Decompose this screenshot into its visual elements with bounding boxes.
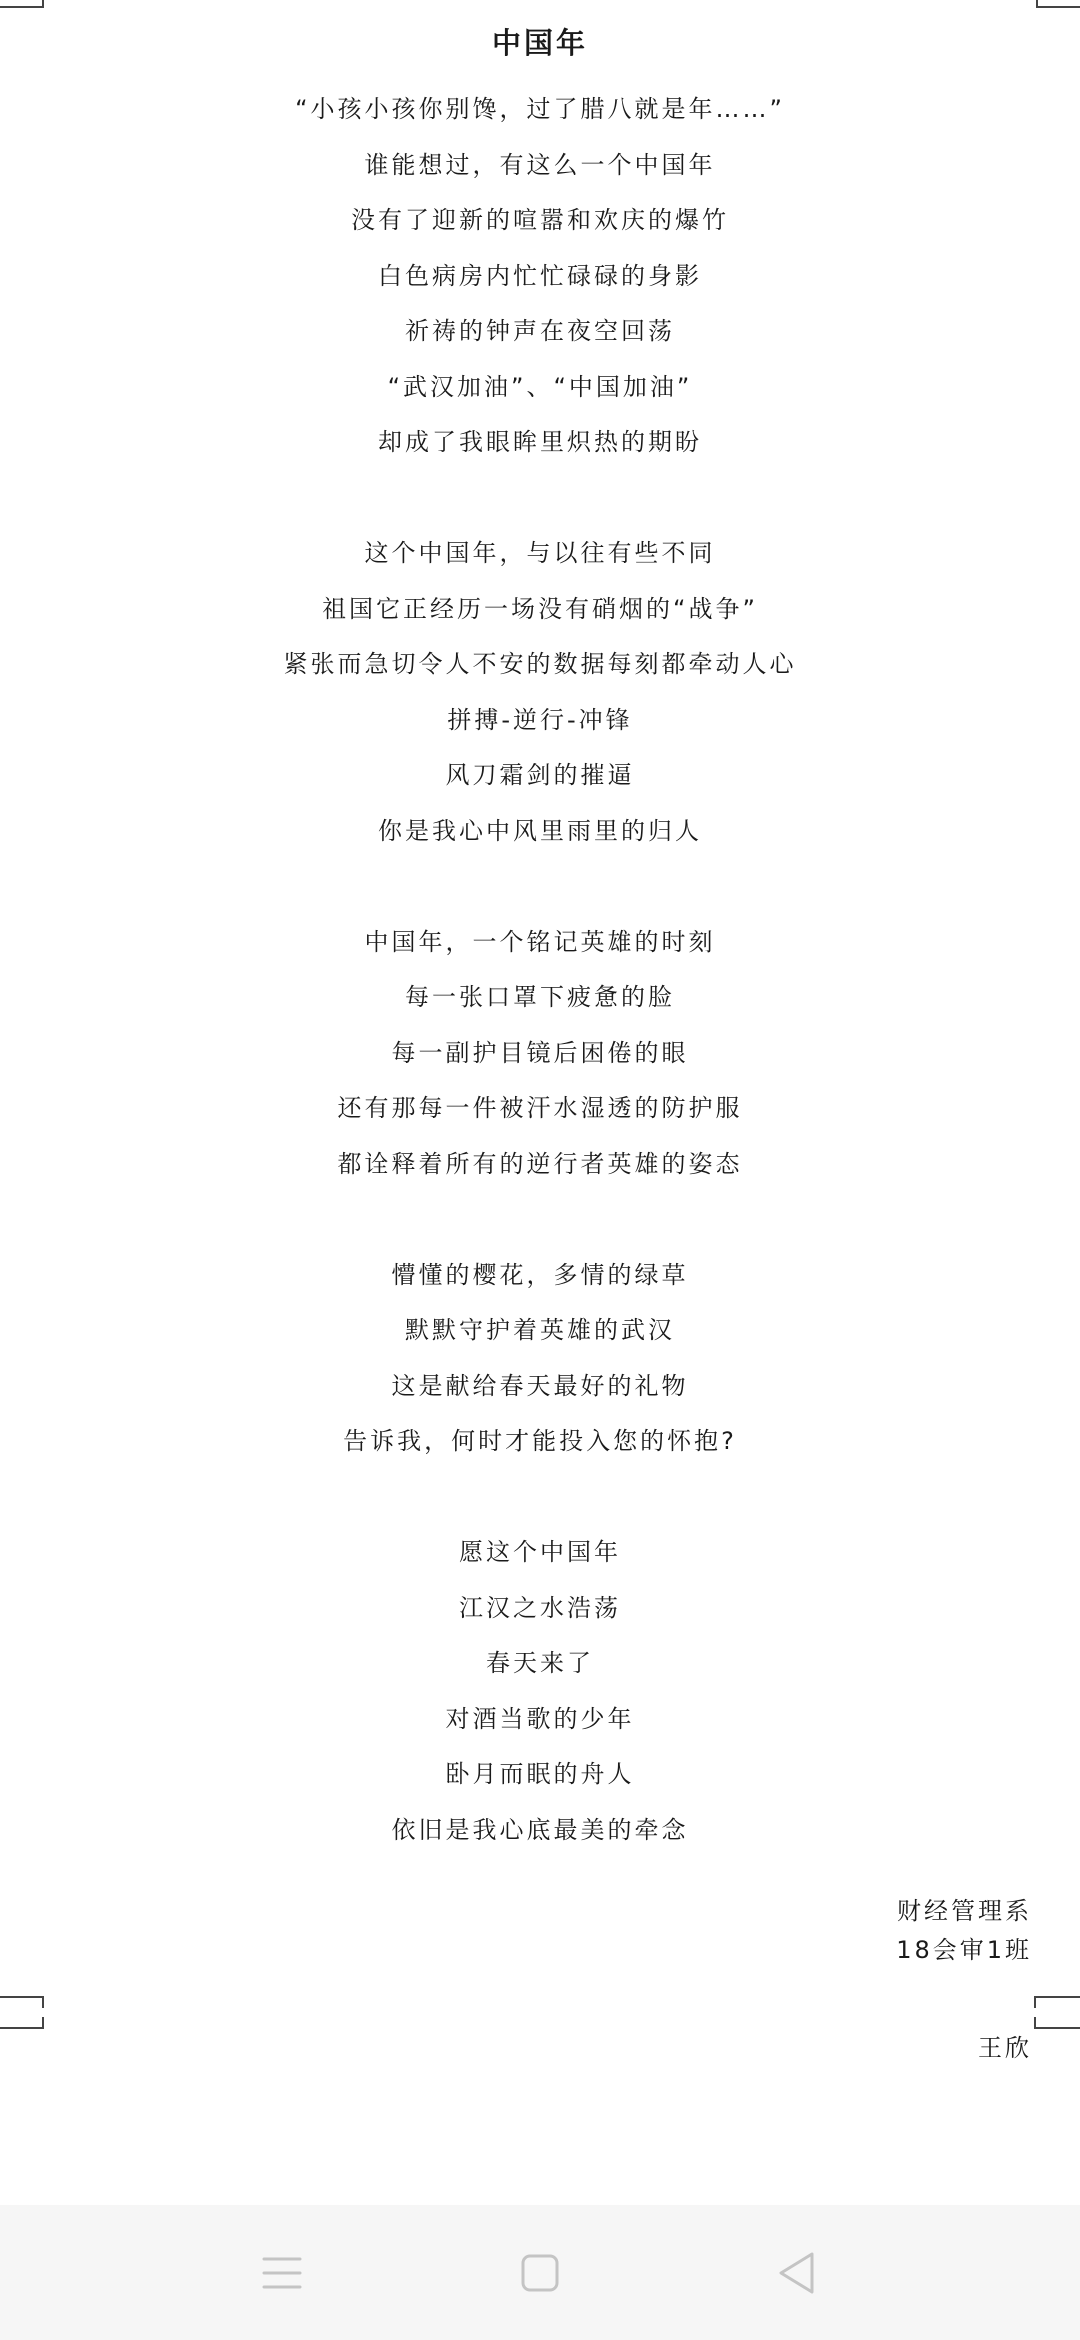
poem-line: 每一副护目镜后困倦的眼: [391, 1038, 689, 1067]
signature-author: 王欣: [978, 2034, 1032, 2062]
stanza-break: [0, 1476, 1080, 1532]
poem-line: 紧张而急切令人不安的数据每刻都牵动人心: [283, 650, 797, 678]
poem-line: 还有那每一件被汗水湿透的防护服: [337, 1094, 743, 1122]
system-navigation-bar: [0, 2205, 1080, 2340]
poem-line: 懵懂的樱花，多情的绿草: [391, 1260, 689, 1289]
poem-line: 却成了我眼眸里炽热的期盼: [378, 428, 702, 456]
poem-line: 每一张口罩下疲惫的脸: [405, 983, 675, 1011]
menu-icon: [262, 2255, 302, 2291]
back-button[interactable]: [748, 2225, 844, 2321]
poem-line: “武汉加油”、“中国加油”: [387, 372, 693, 401]
poem-line: 这个中国年，与以往有些不同: [364, 539, 716, 567]
poem-line: 这是献给春天最好的礼物: [391, 1371, 689, 1400]
poem-line: 卧月而眠的舟人: [445, 1760, 635, 1788]
poem-line: 春天来了: [486, 1649, 594, 1677]
poem-line: 都诠释着所有的逆行者英雄的姿态: [337, 1149, 743, 1178]
crop-mark-top-left: [0, 0, 44, 8]
poem-line: 祈祷的钟声在夜空回荡: [405, 317, 675, 345]
poem-line: 拼搏-逆行-冲锋: [447, 705, 633, 734]
poem-line: 愿这个中国年: [459, 1538, 621, 1566]
poem-line: 风刀霜剑的摧逼: [445, 761, 635, 789]
crop-mark-mid-right-lower: [1034, 2017, 1080, 2029]
poem-line: 默默守护着英雄的武汉: [405, 1316, 675, 1344]
stanza-break: [0, 1198, 1080, 1254]
signature-class: 18会审1班: [896, 1936, 1032, 1964]
signature-department: 财经管理系: [897, 1897, 1032, 1925]
poem-line: 中国年，一个铭记英雄的时刻: [364, 927, 716, 956]
poem-line: 你是我心中风里雨里的归人: [378, 816, 702, 845]
crop-mark-mid-right-upper: [1034, 1996, 1080, 2008]
poem-line: 江汉之水浩荡: [459, 1593, 621, 1622]
back-triangle-icon: [776, 2251, 816, 2295]
poem-line: 谁能想过，有这么一个中国年: [364, 150, 716, 179]
stanza-break: [0, 865, 1080, 921]
poem-line: 对酒当歌的少年: [445, 1704, 635, 1733]
home-button[interactable]: [492, 2225, 588, 2321]
crop-mark-mid-left-upper: [0, 1996, 44, 2008]
poem-title: 中国年: [491, 26, 588, 60]
poem-line: “小孩小孩你别馋，过了腊八就是年……”: [295, 95, 785, 123]
crop-mark-top-right: [1036, 0, 1080, 8]
poem-line: 依旧是我心底最美的牵念: [391, 1815, 689, 1844]
poem-line: 告诉我，何时才能投入您的怀抱?: [343, 1427, 737, 1455]
poem-body: [0, 88, 1080, 1864]
stanza-break: [0, 477, 1080, 533]
poem-line: 祖国它正经历一场没有硝烟的“战争”: [322, 594, 758, 623]
poem-line: 没有了迎新的喧嚣和欢庆的爆竹: [351, 206, 729, 234]
home-square-icon: [520, 2253, 560, 2293]
crop-mark-mid-left-lower: [0, 2017, 44, 2029]
poem-line: 白色病房内忙忙碌碌的身影: [378, 261, 702, 290]
menu-button[interactable]: [234, 2225, 330, 2321]
